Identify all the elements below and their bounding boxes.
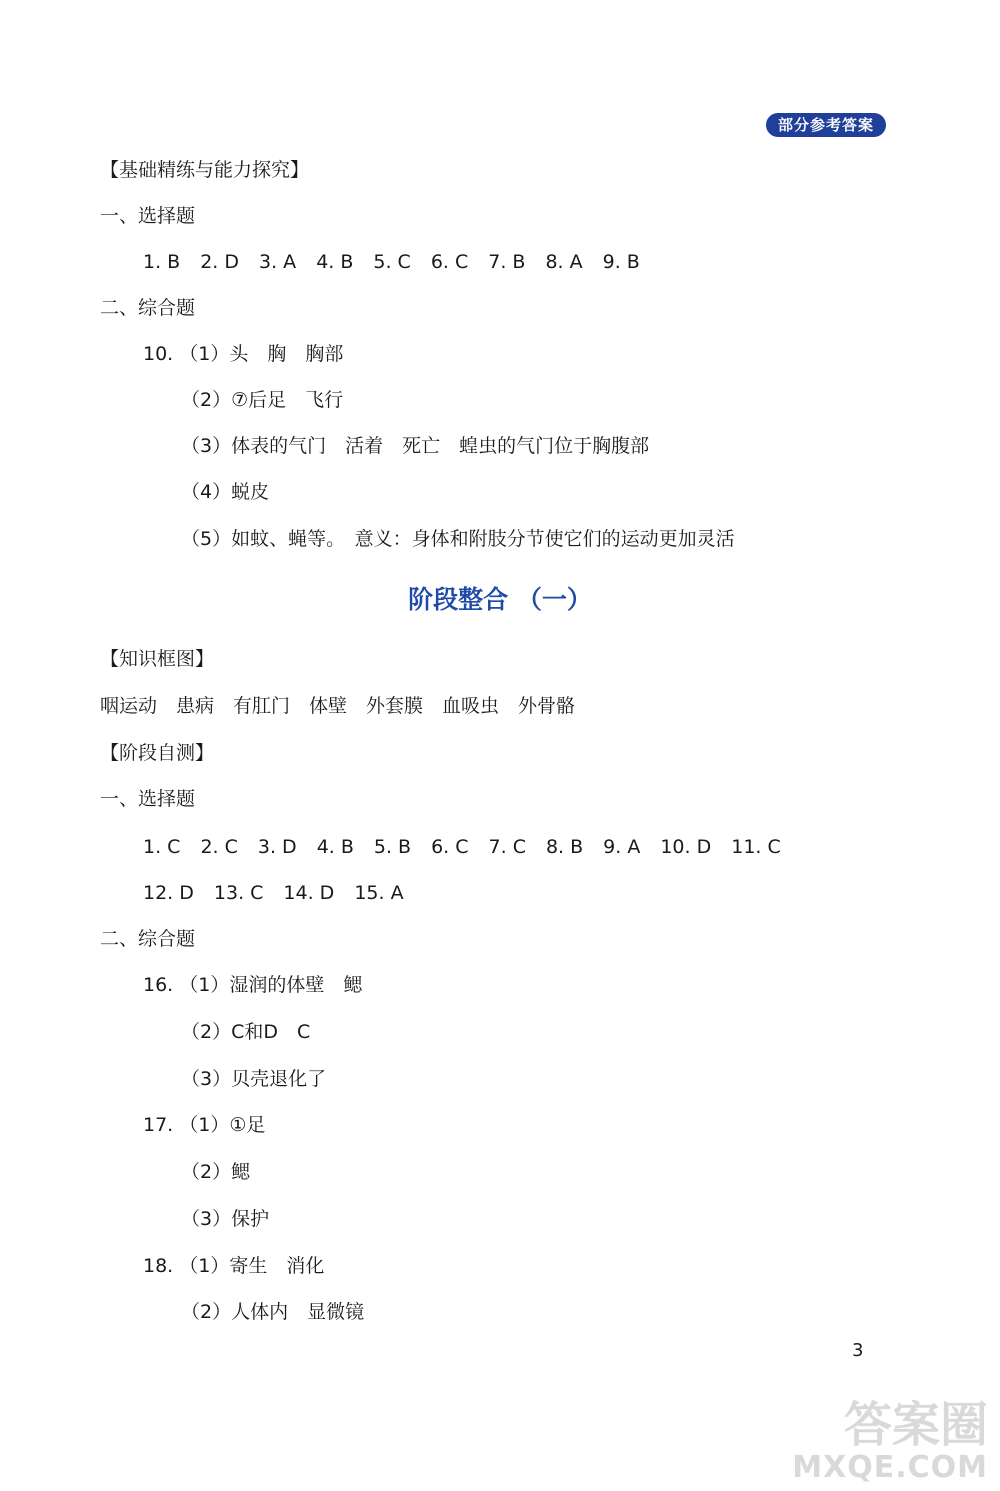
section-heading-knowledge-map: 【知识框图】 bbox=[100, 648, 215, 670]
mc-answer: 6. C bbox=[430, 251, 469, 273]
mc-answer: 1. C bbox=[143, 836, 181, 858]
q10-part5: （5）如蚊、蝇等。 意义：身体和附肢分节使它们的运动更加灵活 bbox=[181, 528, 735, 550]
mc-answer: 13. C bbox=[213, 882, 264, 904]
mc-answer: 6. C bbox=[431, 836, 469, 858]
mc-answer: 10. D bbox=[660, 836, 712, 858]
q10-part1: 10. （1）头 胸 胸部 bbox=[143, 343, 344, 365]
mc-answer: 3. D bbox=[257, 836, 297, 858]
site-watermark bbox=[688, 1399, 988, 1485]
mc-answer: 2. C bbox=[200, 836, 238, 858]
part-title-comprehensive: 二、综合题 bbox=[100, 297, 196, 319]
part-title-multiple-choice-2: 一、选择题 bbox=[100, 788, 196, 810]
mc-answer: 8. A bbox=[545, 251, 583, 273]
mc-answer: 5. C bbox=[373, 251, 411, 273]
part-title-comprehensive-2: 二、综合题 bbox=[100, 928, 196, 950]
q10-part4: （4）蜕皮 bbox=[181, 481, 270, 503]
q16-part1: 16. （1）湿润的体壁 鳃 bbox=[143, 974, 363, 996]
section-heading-basic-practice: 【基础精练与能力探究】 bbox=[100, 159, 310, 181]
mc-answer: 7. C bbox=[488, 836, 526, 858]
mc-answer: 15. A bbox=[354, 882, 404, 904]
section-heading-self-test: 【阶段自测】 bbox=[100, 742, 215, 764]
mc-answers-row-2 bbox=[143, 880, 424, 906]
mc-answer: 9. B bbox=[602, 251, 640, 273]
mc-answer: 2. D bbox=[200, 251, 240, 273]
mc-answer: 1. B bbox=[143, 251, 181, 273]
mc-answer: 4. B bbox=[316, 251, 354, 273]
mc-answer: 8. B bbox=[545, 836, 584, 858]
knowledge-items: 咽运动 患病 有肛门 体壁 外套膜 血吸虫 外骨骼 bbox=[100, 695, 576, 717]
watermark-domain: MXQE.COM bbox=[792, 1450, 988, 1485]
q17-part3: （3）保护 bbox=[181, 1208, 270, 1230]
mc-answer: 11. C bbox=[731, 836, 781, 858]
page-number: 3 bbox=[852, 1340, 864, 1361]
q16-part3: （3）贝壳退化了 bbox=[181, 1068, 327, 1090]
mc-answer: 7. B bbox=[488, 251, 526, 273]
q18-part1: 18. （1）寄生 消化 bbox=[143, 1255, 325, 1277]
mc-answer: 9. A bbox=[603, 836, 641, 858]
q17-part1: 17. （1）①足 bbox=[143, 1114, 266, 1136]
mc-answers-row-1 bbox=[143, 834, 801, 860]
part-title-multiple-choice: 一、选择题 bbox=[100, 205, 196, 227]
chapter-title: 阶段整合 （一） bbox=[408, 585, 592, 614]
mc-answer: 5. B bbox=[373, 836, 412, 858]
mc-answer: 3. A bbox=[259, 251, 297, 273]
answer-section-badge: 部分参考答案 bbox=[766, 113, 886, 137]
q17-part2: （2）鳃 bbox=[181, 1161, 251, 1183]
mc-answers-row bbox=[143, 249, 660, 275]
watermark-logo-text: 答案圈 bbox=[843, 1397, 988, 1453]
q10-part3: （3）体表的气门 活着 死亡 蝗虫的气门位于胸腹部 bbox=[181, 435, 650, 457]
q10-part2: （2）⑦后足 飞行 bbox=[181, 389, 344, 411]
q18-part2: （2）人体内 显微镜 bbox=[181, 1301, 365, 1323]
q16-part2: （2）C和D C bbox=[181, 1021, 311, 1043]
mc-answer: 4. B bbox=[316, 836, 354, 858]
mc-answer: 14. D bbox=[283, 882, 335, 904]
mc-answer: 12. D bbox=[143, 882, 194, 904]
